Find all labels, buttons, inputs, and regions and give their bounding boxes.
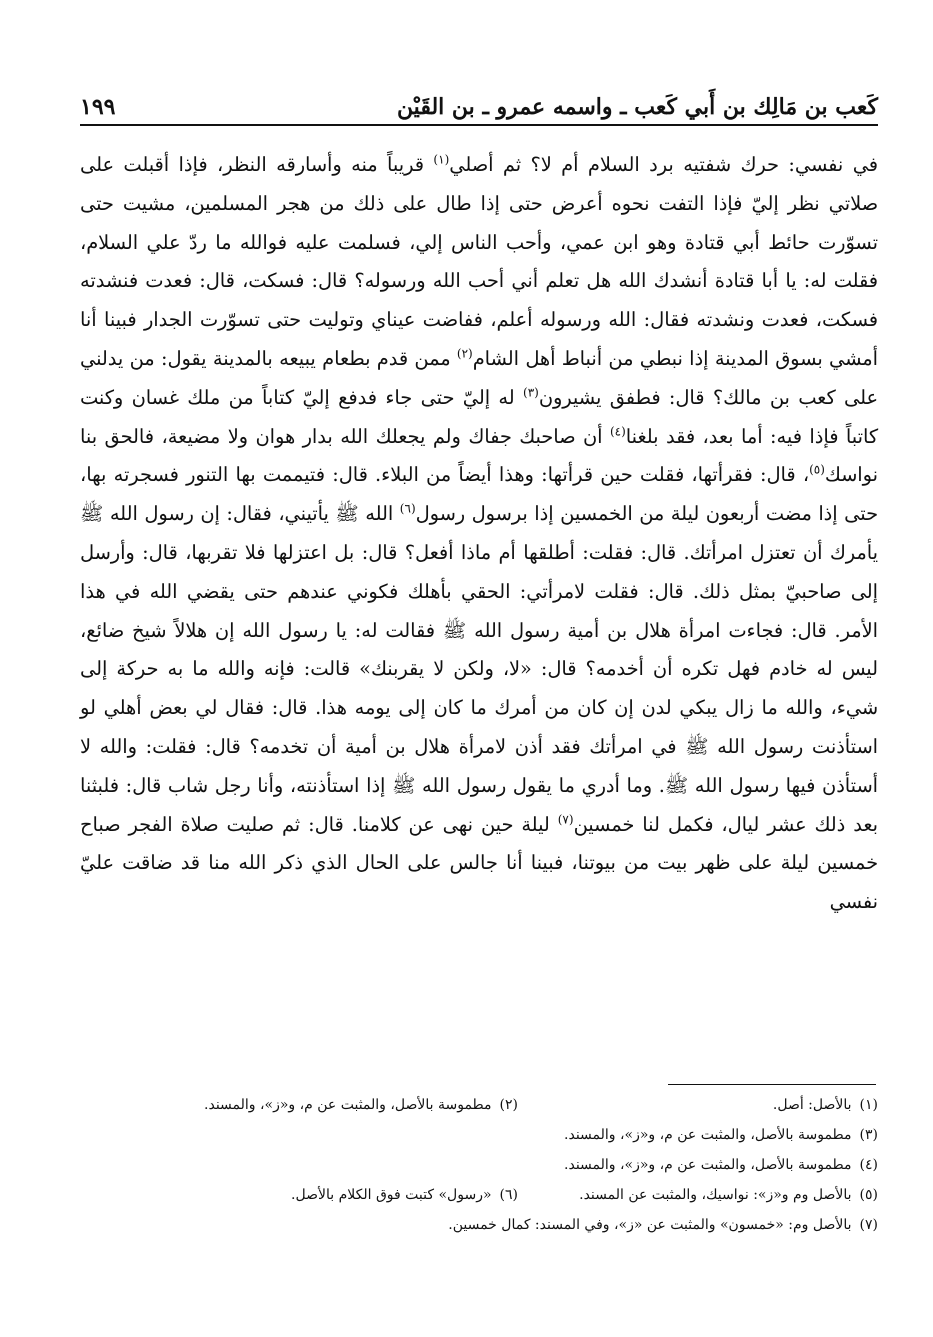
body-paragraph [80,146,878,922]
footnote-line [150,1180,878,1210]
footnote [564,1150,878,1180]
footnote-reference: (٧) [557,812,574,827]
page-header [80,72,878,126]
footnote-number: (٤) [859,1157,878,1173]
footnote-text: مطموسة بالأصل، والمثبت عن م، و«ز»، والمسند. [564,1127,852,1143]
footnote-number: (٧) [859,1217,878,1233]
page-number: ١٩٩ [80,94,116,120]
footnote-reference: (٤) [609,424,626,439]
footnote-number: (٦) [499,1187,518,1203]
footnote [518,1180,878,1210]
footnote-line [150,1090,878,1120]
text-segment: في نفسي: حرك شفتيه برد السلام أم لا؟ ثم أصلي [449,153,879,176]
running-title: كَعب بن مَالِك بن أَبي كَعب ـ واسمه عمرو ـ بن القَيْن [396,94,878,120]
footnote [518,1090,878,1120]
footnote [291,1180,518,1210]
footnote-text: بالأصل: أصل. [772,1097,852,1113]
footnote [564,1120,878,1150]
text-segment: الله ﷺ يأتيني، فقال: إن رسول الله ﷺ يأمرك أن تعتزل امرأتك. قال: فقلت: أطلقها أم ماذا أفعل؟ قال: بل اعتزلها فلا تقربها، قال: وأرسل إلى صاحبيّ بمثل ذلك. قال: فقلت لامرأتي: الحقي بأهلك فكوني عندهم حتى يقضي الله في هذا الأمر. قال: فجاءت امرأة هلال بن أمية رسول الله ﷺ فقالت له: يا رسول الله إن هلالاً شيخ ضائع، ليس له خادم فهل تكره أن أخدمه؟ قال: «لا، ولكن لا يقربنك» قالت: فإنه والله ما به حركة إلى شيء، والله ما زال يبكي لدن إن كان من أمرك ما كان إلى يومه هذا. قال: فقال لي بعض أهلي لو استأذنت رسول الله ﷺ في امرأتك فقد أذن لامرأة هلال بن أمية أن تخدمه؟ قال: فقلت: والله لا أستأذن فيها رسول الله ﷺ. وما أدري ما يقول رسول الله ﷺ إذا استأذنته، وأنا رجل شاب قال: فلبثنا بعد ذلك عشر ليال، فكمل لنا خمسين [80,502,878,836]
footnote-text: مطموسة بالأصل، والمثبت عن م، و«ز»، والمسند. [204,1097,492,1113]
main-text [80,146,878,922]
text-segment: ، قال: فقرأتها، فقلت حين قرأتها: وهذا أيضاً من البلاء. قال: فتيممت بها التنور فسجرته بها، حتى إذا مضت أربعون ليلة من الخمسين إذا برسول رسول [80,463,878,526]
footnote-text: «رسول» كتبت فوق الكلام بالأصل. [291,1187,492,1203]
text-segment: قريباً منه وأسارقه النظر، فإذا أقبلت على صلاتي نظر إليّ فإذا التفت نحوه أعرض حتى إذا طال على ذلك من هجر المسلمين، مشيت حتى تسوّرت حائط أبي قتادة وهو ابن عمي، وأحب الناس إلي، فسلمت عليه فوالله ما ردّ علي السلام، فقلت له: يا أبا قتادة أنشدك الله هل تعلم أني أحب الله ورسوله؟ قال: فسكت، قال: فعدت فنشدته فسكت، فعدت ونشدته فقال: الله ورسوله أعلم، ففاضت عيناي وتوليت حتى تسوّرت الجدار فبينا أنا أمشي بسوق المدينة إذا نبطي من أنباط أهل الشام [80,153,878,370]
footnote-reference: (١) [433,152,450,167]
footnote-text: بالأصل وم: «خمسون» والمثبت عن «ز»، وفي المسند: كمال خمسين. [448,1217,852,1233]
text-segment: ليلة حين نهى عن كلامنا. قال: ثم صليت صلاة الفجر صباح خمسين ليلة على ظهر بيت من بيوتنا، فبينا أنا جالس على الحال الذي ذكر الله منا قد ضاقت عليّ نفسي [80,812,878,914]
footnote [204,1090,518,1120]
footnote-number: (١) [859,1097,878,1113]
footnote-reference: (٣) [523,385,539,400]
footnote-line [150,1210,878,1240]
footnote-number: (٣) [859,1127,878,1143]
footnote-reference: (٥) [809,462,825,477]
footnote-reference: (٢) [456,346,473,361]
footnote [448,1210,878,1240]
footnotes [150,1090,878,1240]
footnote-divider [668,1084,876,1085]
footnote-number: (٥) [859,1187,878,1203]
footnote-line [150,1150,878,1180]
text-segment: أن صاحبك جفاك ولم يجعلك الله بدار هوان ولا مضيعة، فالحق بنا نواسك [80,424,878,487]
footnote-line [150,1120,878,1150]
footnote-reference: (٦) [399,501,416,516]
footnote-number: (٢) [499,1097,518,1113]
text-segment: ممن قدم بطعام يبيعه بالمدينة يقول: من يدلني على كعب بن مالك؟ قال: فطفق يشيرون [80,346,878,409]
text-segment: له إليّ حتى جاء فدفع إليّ كتاباً من ملك غسان وكنت كاتباً فإذا فيه: أما بعد، فقد بلغنا [80,385,879,448]
footnote-text: مطموسة بالأصل، والمثبت عن م، و«ز»، والمسند. [564,1157,852,1173]
footnote-text: بالأصل وم و«ز»: نواسيك، والمثبت عن المسند. [579,1187,852,1203]
